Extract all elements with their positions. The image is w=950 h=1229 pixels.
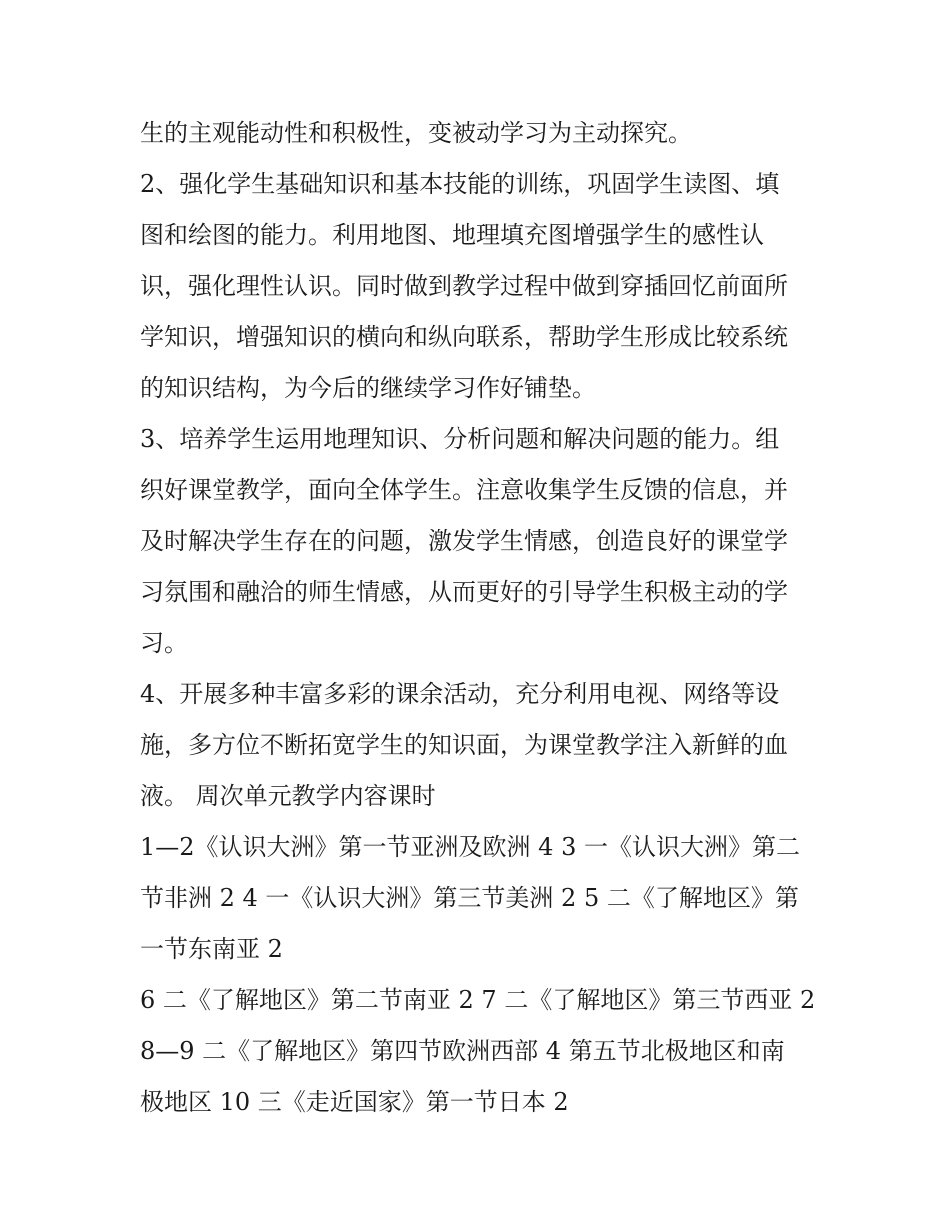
text-line: 2、强化学生基础知识和基本技能的训练，巩固学生读图、填 (140, 170, 780, 198)
text-line: 的知识结构，为今后的继续学习作好铺垫。 (140, 374, 596, 402)
text-line: 织好课堂教学，面向全体学生。注意收集学生反馈的信息，并 (140, 476, 788, 504)
text-line: 6 二《了解地区》第二节南亚 2 7 二《了解地区》第三节西亚 2 (140, 986, 816, 1014)
text-line: 极地区 10 三《走近国家》第一节日本 2 (140, 1088, 569, 1116)
text-line: 习氛围和融洽的师生情感，从而更好的引导学生积极主动的学 (140, 578, 788, 606)
text-line: 识，强化理性认识。同时做到教学过程中做到穿插回忆前面所 (140, 272, 788, 300)
schedule-entry-2 (140, 975, 820, 1128)
text-line: 3、培养学生运用地理知识、分析问题和解决问题的能力。组 (140, 425, 780, 453)
text-line: 1—2《认识大洲》第一节亚洲及欧洲 4 3 一《认识大洲》第二 (140, 833, 800, 861)
text-line: 及时解决学生存在的问题，激发学生情感，创造良好的课堂学 (140, 527, 788, 555)
text-line: 施，多方位不断拓宽学生的知识面，为课堂教学注入新鲜的血 (140, 731, 788, 759)
document-body (140, 108, 820, 1128)
text-line: 节非洲 2 4 一《认识大洲》第三节美洲 2 5 二《了解地区》第 (140, 884, 799, 912)
text-line: 8—9 二《了解地区》第四节欧洲西部 4 第五节北极地区和南 (140, 1037, 785, 1065)
paragraph-1-continuation (140, 108, 820, 159)
paragraph-2-basic-skills (140, 159, 820, 414)
text-line: 学知识，增强知识的横向和纵向联系，帮助学生形成比较系统 (140, 323, 788, 351)
text-line: 生的主观能动性和积极性，变被动学习为主动探究。 (140, 119, 692, 147)
text-line: 一节东南亚 2 (140, 935, 283, 963)
text-line: 4、开展多种丰富多彩的课余活动，充分利用电视、网络等设 (140, 680, 780, 708)
paragraph-3-problem-solving (140, 414, 820, 669)
text-line: 习。 (140, 629, 188, 657)
text-line: 液。 周次单元教学内容课时 (140, 782, 436, 810)
paragraph-4-activities (140, 669, 820, 822)
text-line: 图和绘图的能力。利用地图、地理填充图增强学生的感性认 (140, 221, 764, 249)
schedule-entry-1 (140, 822, 820, 975)
